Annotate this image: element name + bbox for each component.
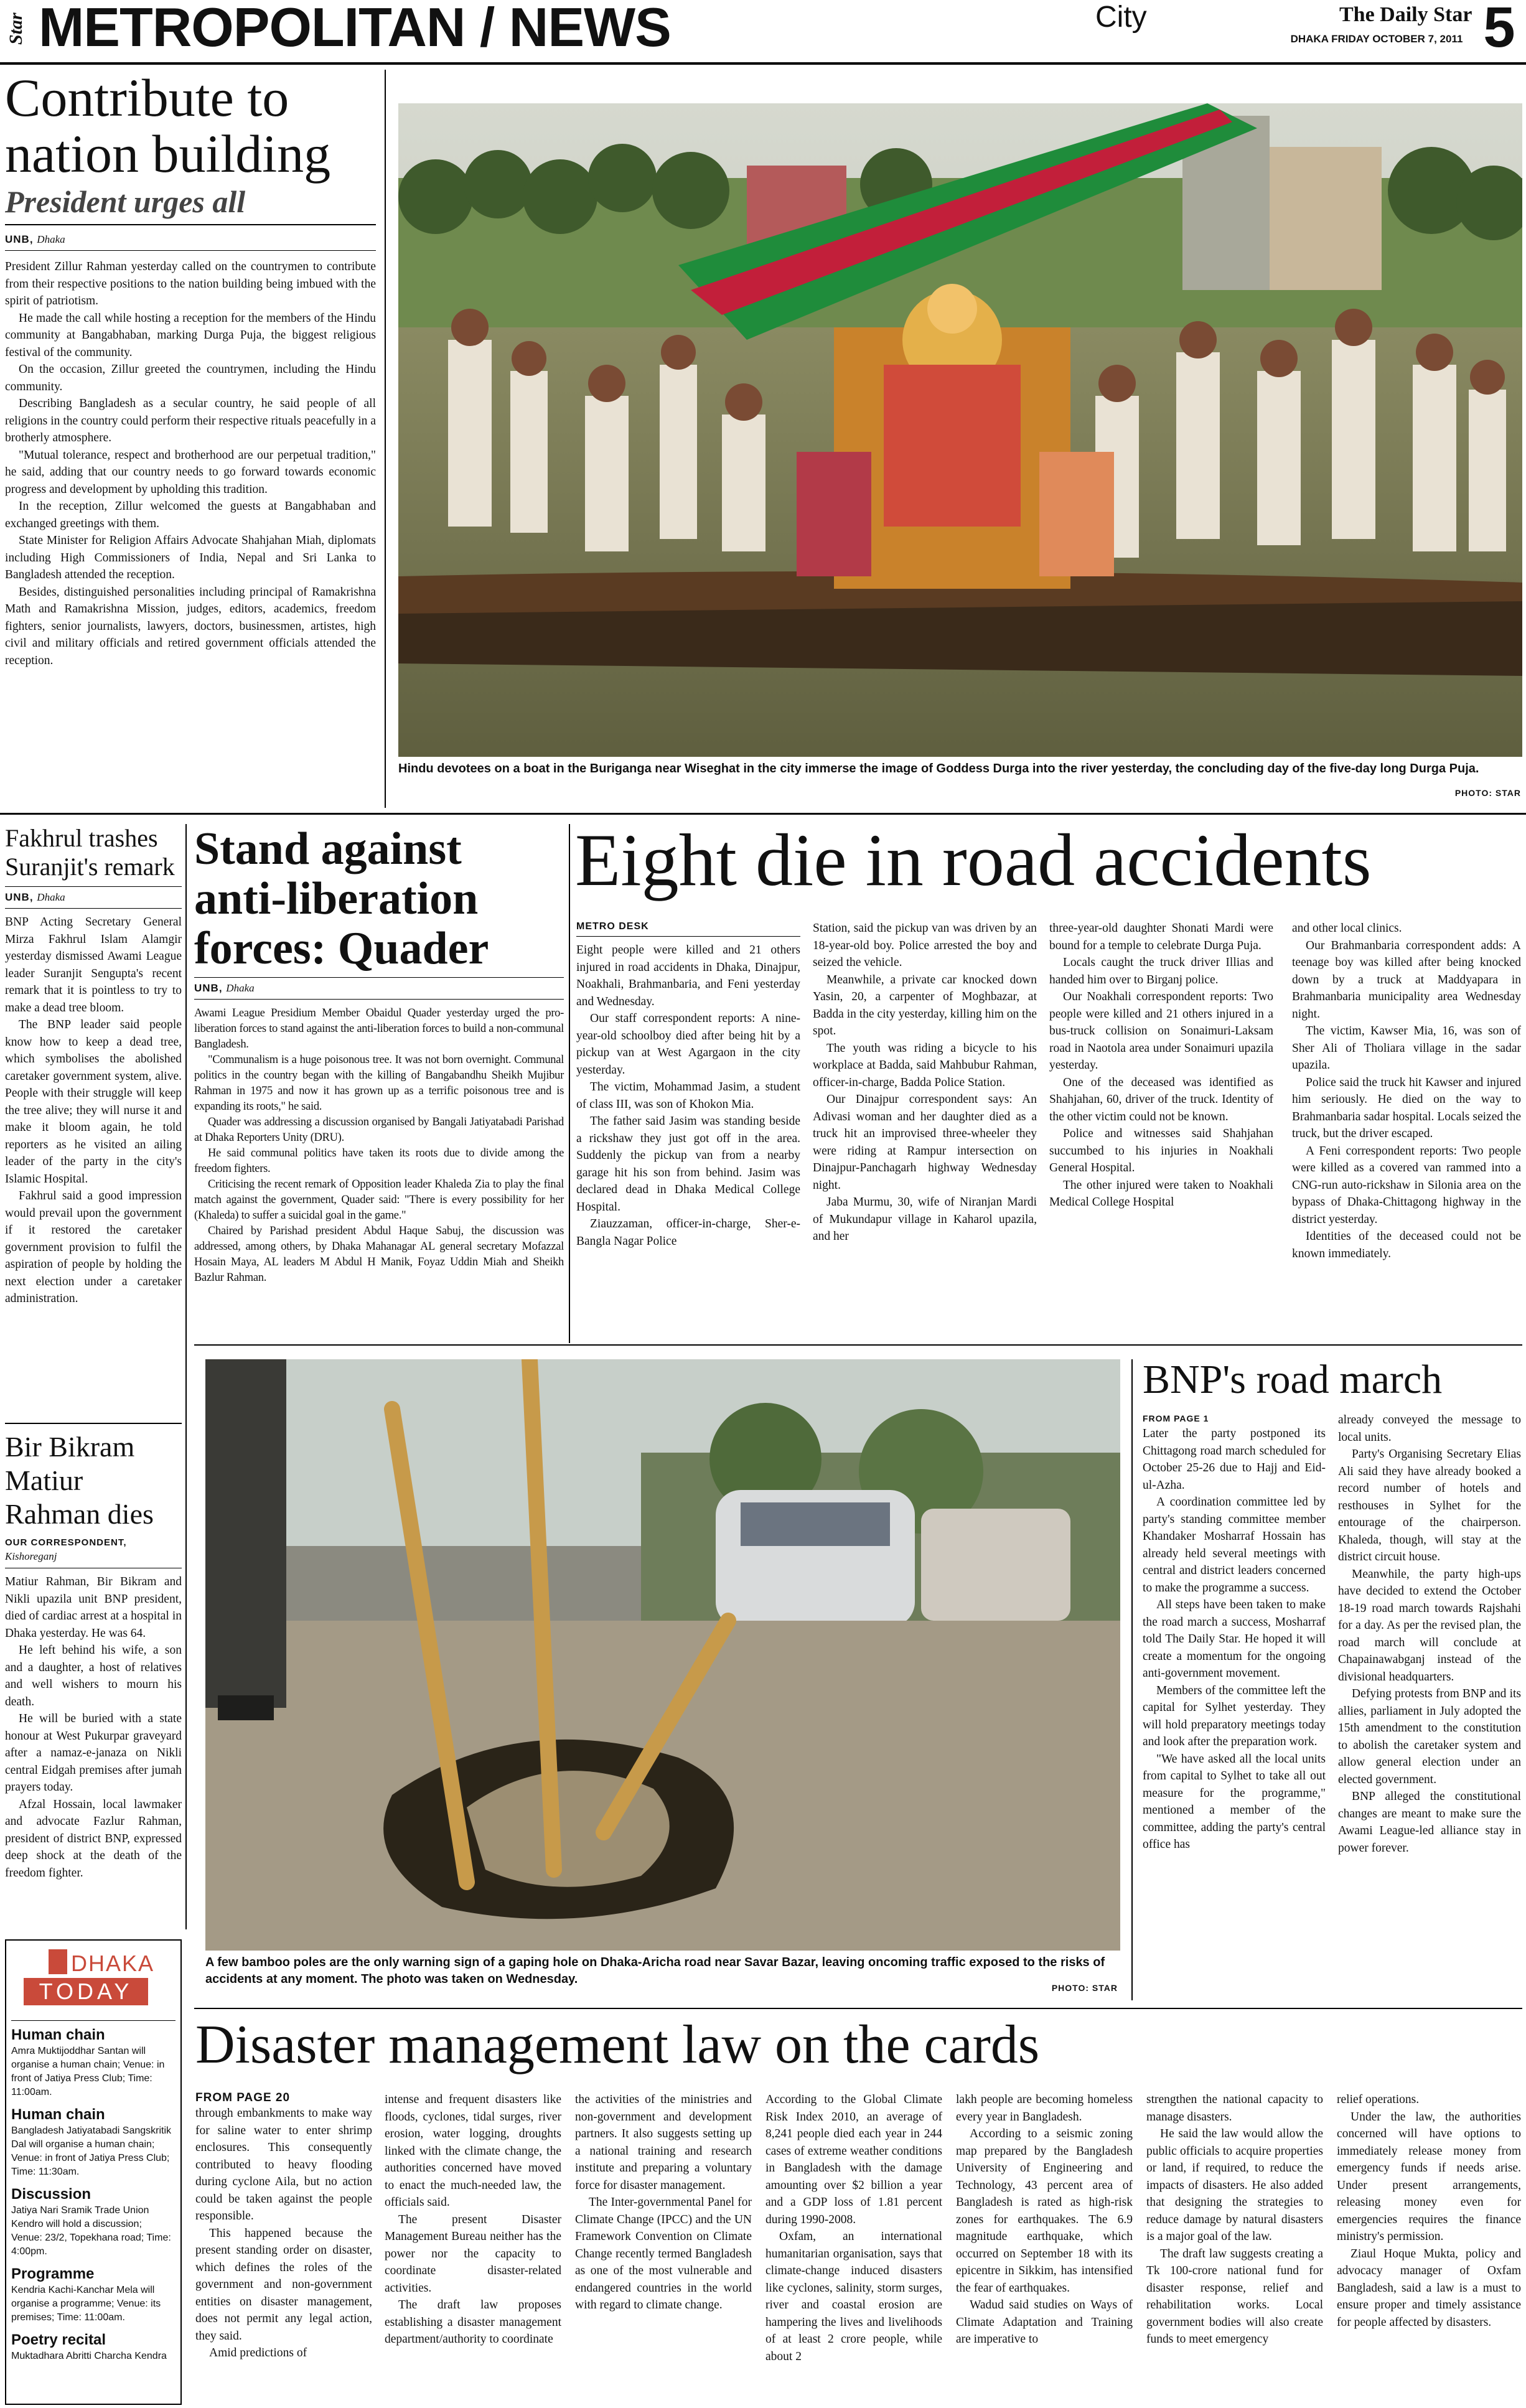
story-contribute	[5, 70, 376, 669]
photo2-credit: PHOTO: STAR	[1051, 1983, 1118, 1993]
dhaka-today-logo-icon: DHAKA TODAY	[11, 1946, 176, 2020]
road-accidents-col-3: three-year-old daughter Shonati Mardi were bound for a temple to celebrate Durga Puja. Locals caught the truck driver Illias and handed him over to Birganj police. Our Noakhali correspondent reports: Two people were killed and 21 others injured in a bus-truck collision on Sonaimuri-Laksam road in Naotola area under Sonaimuri upazila yesterday. One of the deceased was identified as Shahjahan, 60, driver of the truck. Identity of the other victim could not be known. Police and witnesses said Shahjahan succumbed to his injuries in Noakhali General Hospital. The other injured were taken to Noakhali Medical College Hospital	[1049, 922, 1273, 1209]
headline: Contribute to nation building	[5, 68, 331, 184]
bnp-col-1: FROM PAGE 1 Later the party postponed its Chittagong road march scheduled for October 25-26 due to Hajj and Eid-ul-Azha. A coordination committee led by party's standing committee member Khandaker Mosharraf Hossain has already held several meetings with central and district leaders concerned to make the programme a success. All steps have been taken to make the road march a success, Mosharraf told The Daily Star. He hoped it will create a momentum for the ongoing anti-government movement. Members of the committee left the capital for Sylhet yesterday. They will hold preparatory meetings today and look after the preparation work. "We have asked all the local units from capital to Sylhet to take all out measure for the programme," mentioned a member of the committee, adding the party's central office has	[1143, 1412, 1326, 1853]
body: Matiur Rahman, Bir Bikram and Nikli upazila unit BNP president, died of cardiac arrest at a hospital in Dhaka yesterday. He was 64. He left behind his wife, a son and a daughter, a host of relatives and well wishers to mourn his death. He will be buried with a state honour at West Pukurpar graveyard after a namaz-e-janaza on Nikli central Eidgah premises after jumah prayers today. Afzal Hossain, local lawmaker and advocate Fazlur Rahman, president of district BNP, expressed deep shock at the death of the freedom fighter.	[5, 1575, 182, 1880]
story-fakhrul	[5, 824, 182, 1308]
headline: Stand against anti-liberation forces: Quader	[194, 823, 489, 974]
event-item: Human chain Bangladesh Jatiyatabadi Sangskritik Dal will organise a human chain; Venue: in front of Jatiya Press Club; Time: 11:30am.	[11, 2106, 172, 2177]
event-item: Human chain Amra Muktijoddhar Santan will organise a human chain; Venue: in front of Jatiya Press Club; Time: 11:00am.	[11, 2026, 165, 2097]
headline: Bir Bikram Matiur Rahman dies	[5, 1431, 154, 1530]
byline: OUR CORRESPONDENT, Kishoreganj	[5, 1537, 127, 1562]
disaster-col-1: FROM PAGE 20 through embankments to make way for saline water to enter shrimp enclosures. This consequently contributed to heavy flooding during cyclone Aila, but no action could be taken against the people responsible. This happened because the present standing order on disaster, which defines the roles of the government and non-government entities on disaster management, does not permit any legal action, they said. Amid predictions of	[195, 2091, 372, 2359]
event-list	[11, 2026, 176, 2363]
byline: UNB, Dhaka	[194, 982, 255, 994]
body: President Zillur Rahman yesterday called on the countrymen to contribute from their respective positions to the nation building being imbued with the spirit of patriotism. He made the call while hosting a reception for the members of the Hindu community at Bangabhaban, marking Durga Puja, the biggest religious festival of the community. On the occasion, Zillur greeted the countrymen, including the Hindu community. Describing Bangladesh as a secular country, he said people of all religions in the country could perform their respective rituals peacefully in a brotherly atmosphere. "Mutual tolerance, respect and brotherhood are our perpetual tradition," he said, adding that our country needs to go forward towards economic progress and development by upholding this tradition. In the reception, Zillur welcomed the guests at Bangabhaban and exchanged greetings with them. State Minister for Religion Affairs Advocate Shahjahan Miah, diplomats including High Commissioners of India, Nepal and Sri Lanka to Bangladesh attended the reception. Besides, distinguished personalities including principal of Ramakrishna Math and Ramakrishna Mission, judges, editors, academics, freedom fighters, senior journalists, lawyers, doctors, businessmen, artistes, high civil and military officials and retired government officials attended the reception.	[5, 260, 376, 667]
event-item: Programme Kendria Kachi-Kanchar Mela will organise a programme; Venue: its premises; Time: 11:00am.	[11, 2265, 161, 2323]
star-logo-icon: Star	[6, 12, 26, 45]
disaster-col-3: the activities of the ministries and non-government and development partners. It also suggests setting up a national training and research institute and preparing a voluntary force for disaster management. The Inter-governmental Panel for Climate Change (IPCC) and the UN Framework Convention on Climate Change recently termed Bangladesh as one of the most vulnerable and endangered countries in the world with regard to climate change.	[575, 2093, 752, 2312]
photo2-caption: A few bamboo poles are the only warning sign of a gaping hole on Dhaka-Aricha road near Savar Bazar, leaving oncoming traffic exposed to the risks of accidents at any moment. The photo was taken on Wednesday.	[205, 1956, 1105, 1986]
byline: UNB, Dhaka	[5, 233, 65, 245]
dhaka-today-box	[5, 1939, 182, 2405]
disaster-col-7: relief operations. Under the law, the authorities concerned will have options to immediately release money from emergency funds if needs arise. Under present arrangements, releasing money even for emergencies requires the finance ministry's permission. Ziaul Hoque Mukta, policy and advocacy manager of Oxfam Bangladesh, said a law is a must to ensure proper and timely assistance for people affected by disasters.	[1337, 2093, 1521, 2329]
from-page: FROM PAGE 1	[1143, 1413, 1209, 1423]
byline: UNB, Dhaka	[5, 891, 65, 903]
body: Awami League Presidium Member Obaidul Quader yesterday urged the pro-liberation forces to stand against the anti-liberation forces to build a non-communal Bangladesh. "Communalism is a huge poisonous tree. It was not born overnight. Communal politics in the country began with the killing of Bangabandhu Sheikh Mujibur Rahman in 1975 and now it has grown up as a terrific poisonous tree and is expanding its roots," he said. Quader was addressing a discussion organised by Bangali Jatiyatabadi Parishad at Dhaka Reporters Unity (DRU). He said communal politics have taken its roots due to divide among the freedom fighters. Criticising the recent remark of Opposition leader Khaleda Zia to play the final match against the government, Quader said: "There is every possibility for her (Khaleda) to suffer a suicidal goal in the game." Chaired by Parishad president Abdul Haque Sabuj, the discussion was addressed, among others, by Dhaka Mahanagar AL general secretary Mofazzal Hosain Maya, AL leaders M Abdul H Manik, Foyaz Uddin Miah and Sheikh Bazlur Rahman.	[194, 1007, 564, 1284]
story-bnp-road-march	[1143, 1357, 1521, 1403]
deck: President urges all	[5, 184, 246, 219]
photo-road-hole	[205, 1359, 1120, 1951]
event-item: Poetry recital Muktadhara Abritti Charcha Kendra	[11, 2331, 167, 2361]
headline: BNP's road march	[1143, 1357, 1443, 1402]
masthead	[0, 0, 1526, 65]
bnp-col-2: already conveyed the message to local units. Party's Organising Secretary Elias Ali said they have already booked a record number of hotels and resthouses in Sylhet for the entourage of the chairperson. Khaleda, though, will stay at the district circuit house. Meanwhile, the party high-ups have decided to extend the October 18-19 road march towards Rajshahi for a day. As per the revised plan, the road march will conclude at Chapainawabganj instead of the divisional headquarters. Defying protests from BNP and its allies, parliament in July adopted the 15th amendment to the constitution to abolish the caretaker system and allow general election under an elected government. BNP alleged the constitutional changes are meant to make sure the Awami League-led alliance stay in power forever.	[1338, 1413, 1521, 1855]
photo-durga-immersion	[398, 103, 1522, 757]
from-page: FROM PAGE 20	[195, 2091, 291, 2104]
photo1-caption: Hindu devotees on a boat in the Buriganga near Wiseghat in the city immerse the image of Goddess Durga into the river yesterday, the concluding day of the five-day long Durga Puja.	[398, 762, 1479, 775]
story-quader	[194, 824, 564, 1286]
event-item: Discussion Jatiya Nari Sramik Trade Union Kendro will hold a discussion; Venue: 23/2, Topekhana road; Time: 4:00pm.	[11, 2186, 171, 2257]
road-accidents-col-4: and other local clinics. Our Brahmanbaria correspondent adds: A teenage boy was killed after being knocked down by a truck at Maddyapara in Brahmanbaria municipality area Wednesday night. The victim, Kawser Mia, 16, was son of Sher Ali of Tholiara village in the sadar upazila. Police said the truck hit Kawser and injured him seriously. He died on the way to Brahmanbaria sadar hospital. Locals seized the truck, but the driver escaped. A Feni correspondent reports: Two people were killed as a covered van rammed into a CNG-run auto-rickshaw in Silonia area on the bypass of Dhaka-Chittagong highway in the district yesterday. Identities of the deceased could not be known immediately.	[1292, 922, 1521, 1260]
section-title: METROPOLITAN / NEWS	[39, 0, 671, 58]
disaster-col-6: strengthen the national capacity to manage disasters. He said the law would allow the public officials to acquire properties or land, if required, to reduce the impacts of disasters. He also added that designing the strategies to reduce damage by natural disasters is a major goal of the law. The draft law suggests creating a Tk 100-crore national fund for disaster response, relief and rehabilitation works. Local government bodies will also create funds to meet emergency	[1146, 2093, 1323, 2346]
byline: METRO DESK	[576, 921, 649, 932]
story-bir-bikram	[5, 1423, 182, 1881]
section-city: City	[1095, 1, 1147, 34]
headline: Disaster management law on the cards	[195, 2015, 1040, 2075]
dateline: DHAKA FRIDAY OCTOBER 7, 2011	[1290, 33, 1463, 45]
body: BNP Acting Secretary General Mirza Fakhrul Islam Alamgir yesterday dismissed Awami League leader Suranjit Sengupta's recent remark that it is pointless to try to make a dead tree bloom. The BNP leader said people know how to keep a dead tree, which symbolises the abolished caretaker government system, alive. People with their struggle will keep the tree alive; they will nurse it and make it bloom again, he told reporters as he visited an ailing leader of the party in the city's Islamic Hospital. Fakhrul said a good impression would prevail upon the government if it restored the caretaker government provision to fulfil the aspiration of people by holding the next election under a caretaker administration.	[5, 916, 182, 1305]
road-accidents-col-2: Station, said the pickup van was driven by an 18-year-old boy. Police arrested the boy and seized the vehicle. Meanwhile, a private car knocked down Yasin, 20, a carpenter of Moghbazar, at Badda in the city yesterday, killing him on the spot. The youth was riding a bicycle to his workplace at Badda, said Mahbubur Rahman, officer-in-charge, Badda Police Station. Our Dinajpur correspondent says: An Adivasi woman and her daughter died as a truck hit an improvised three-wheeler they were riding at Rampur intersection on Dinajpur-Panchagarh highway Wednesday night. Jaba Murmu, 30, wife of Niranjan Mardi of Mukundapur village in Kaharol upazila, and her	[813, 922, 1037, 1243]
photo1-credit: PHOTO: STAR	[1454, 788, 1521, 798]
paper-name: The Daily Star	[1339, 3, 1472, 26]
disaster-col-5: lakh people are becoming homeless every year in Bangladesh. According to a seismic zoning map prepared by the Bangladesh University of Engineering and Technology, 43 percent area of Bangladesh is rated as high-risk zones for earthquakes. The 6.9 magnitude earthquake, which occurred on September 18 with its epicentre in Sikkim, has intensified the fear of earthquakes. Wadud said studies on Ways of Climate Adaptation and Training are imperative to	[956, 2093, 1133, 2346]
page-number: 5	[1483, 0, 1515, 59]
road-accidents-col-1: METRO DESK Eight people were killed and 21 others injured in road accidents in Dhaka, Dinajpur, Noakhali, Brahmanbaria, and Feni yesterday and Wednesday. Our staff correspondent reports: A nine-year-old schoolboy died after being hit by a pickup van at West Agargaon in the city yesterday. The victim, Mohammad Jasim, a student of class III, was son of Khokon Mia. The father said Jasim was standing beside a rickshaw they just got off in the area. Suddenly the pickup van from a nearby garage hit his son from behind. Jasim was declared dead in Dhaka Medical College Hospital. Ziauzzaman, officer-in-charge, Sher-e-Bangla Nagar Police	[576, 921, 800, 1248]
story-disaster-law	[194, 2015, 1522, 2075]
disaster-col-4: According to the Global Climate Risk Index 2010, an average of 8,241 people died each year in 244 cases of extreme weather conditions in Bangladesh with the damage amounting over $2 billion a year and a GDP loss of 1.81 percent during 1990-2008. Oxfam, an international humanitarian organisation, says that climate-change induced disasters like cyclones, salinity, storm surges, river and coastal erosion are hampering the lives and livelihoods of at least 2 crore people, while about 2	[765, 2093, 942, 2363]
headline: Fakhrul trashes Suranjit's remark	[5, 824, 175, 881]
headline: Eight die in road accidents	[575, 818, 1372, 901]
disaster-col-2: intense and frequent disasters like floods, cyclones, tidal surges, river erosion, water logging, droughts linked with the climate change, the authorities concerned have moved to enact the much-needed law, the officials said. The present Disaster Management Bureau neither has the power nor the capacity to coordinate disaster-related activities. The draft law proposes establishing a disaster management department/authority to coordinate	[385, 2093, 561, 2346]
